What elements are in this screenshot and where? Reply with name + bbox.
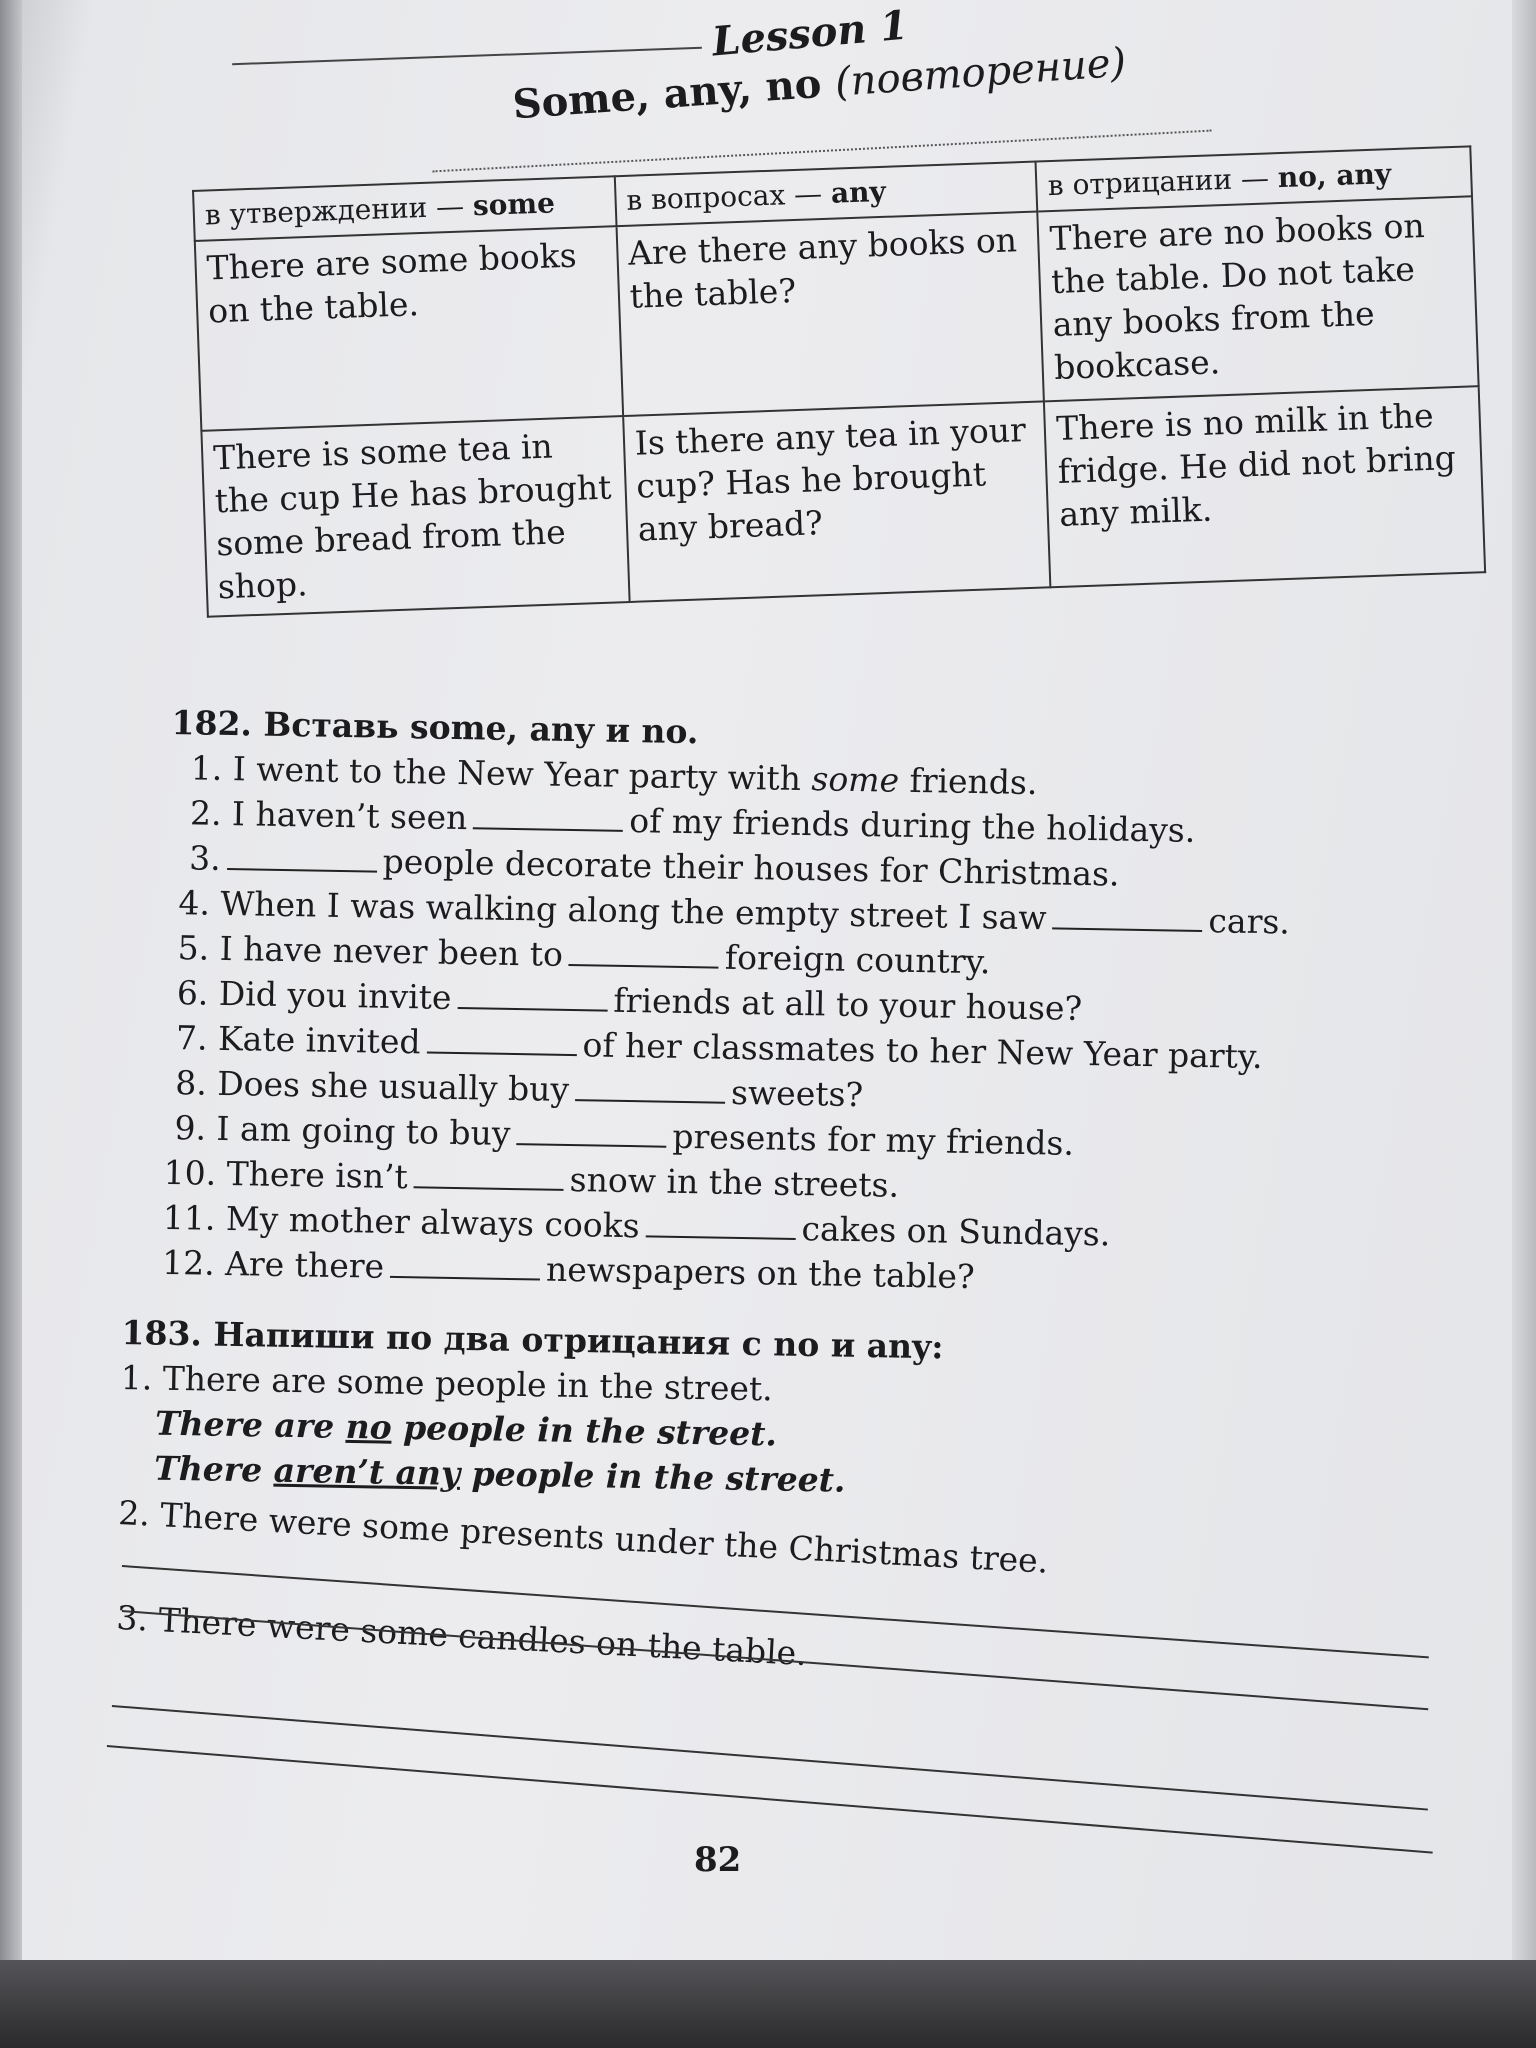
list-item: 8. Does she usually buy sweets? xyxy=(174,1063,864,1115)
write-line[interactable] xyxy=(107,1745,1433,1854)
answer-blank[interactable] xyxy=(569,938,719,969)
list-item: 4. When I was walking along the empty street I saw cars. xyxy=(178,883,1291,942)
table-cell: Are there any books on the table? xyxy=(616,212,1044,417)
title-main: Some, any, no xyxy=(511,59,823,129)
exercise-heading: 183. Напиши по два отрицания с no и any: xyxy=(121,1312,944,1367)
answer-line: There are no people in the street. xyxy=(154,1403,778,1454)
answer-blank[interactable] xyxy=(575,1073,725,1104)
list-item: 11. My mother always cooks cakes on Sundays. xyxy=(162,1197,1111,1254)
table-cell: There is some tea in the cup He has brought some bread from the shop. xyxy=(201,416,629,616)
exercise-heading: 182. Вставь some, any и no. xyxy=(171,702,699,752)
answer-blank[interactable] xyxy=(227,842,377,873)
list-item: 3. people decorate their houses for Christmas. xyxy=(188,838,1120,894)
table-cell: There is no milk in the fridge. He did not bring any milk. xyxy=(1044,387,1485,588)
page-edge xyxy=(1512,0,1536,1960)
list-item: 5. I have never been to foreign country. xyxy=(177,928,991,982)
write-line[interactable] xyxy=(112,1705,1428,1811)
header-some: в утверждении — some xyxy=(193,176,616,241)
list-item: 10. There isn’t snow in the streets. xyxy=(163,1152,900,1205)
divider xyxy=(232,47,702,65)
table-cell: There are no books on the table. Do not take any books from the bookcase. xyxy=(1038,197,1479,402)
answer-blank[interactable] xyxy=(414,1160,564,1191)
list-item: 3. There were some candles on the table. xyxy=(115,1597,808,1674)
answer-blank[interactable] xyxy=(516,1117,666,1148)
grammar-table xyxy=(192,145,1486,617)
filled-answer: some xyxy=(811,759,900,800)
answer-blank[interactable] xyxy=(457,981,607,1012)
answer-blank[interactable] xyxy=(390,1250,540,1281)
table-surface xyxy=(0,1960,1536,2048)
page-number: 82 xyxy=(694,1840,742,1880)
textbook-page xyxy=(22,0,1512,1960)
header-no: в отрицании — no, any xyxy=(1036,146,1472,212)
answer-line: There aren’t any people in the street. xyxy=(153,1448,846,1500)
table-cell: There are some books on the table. xyxy=(195,227,623,432)
answer-blank[interactable] xyxy=(473,801,623,832)
book-binding xyxy=(0,0,22,2048)
lesson-label: Lesson 1 xyxy=(710,1,910,66)
list-item: 1. There are some people in the street. xyxy=(120,1357,774,1409)
list-item: 9. I am going to buy presents for my friends. xyxy=(174,1108,1075,1163)
exercise-182 xyxy=(162,700,1294,1304)
list-item: 12. Are there newspapers on the table? xyxy=(161,1242,975,1297)
header-any: в вопросах — any xyxy=(615,162,1038,227)
exercise-183 xyxy=(115,1310,1053,1674)
answer-blank[interactable] xyxy=(1052,901,1202,932)
list-item: 7. Kate invited of her classmates to her New Year party. xyxy=(175,1018,1263,1077)
answer-blank[interactable] xyxy=(645,1209,795,1240)
list-item: 2. I haven’t seen of my friends during the holidays. xyxy=(189,793,1196,850)
list-item: 2. There were some presents under the Christmas tree. xyxy=(117,1492,1050,1581)
list-item: 1. I went to the New Year party with some friends. xyxy=(190,748,1038,803)
list-item: 6. Did you invite friends at all to your house? xyxy=(176,973,1083,1028)
answer-blank[interactable] xyxy=(426,1025,576,1056)
title-sub: (повторение) xyxy=(833,39,1128,106)
table-cell: Is there any tea in your cup? Has he brought any bread? xyxy=(623,402,1051,602)
